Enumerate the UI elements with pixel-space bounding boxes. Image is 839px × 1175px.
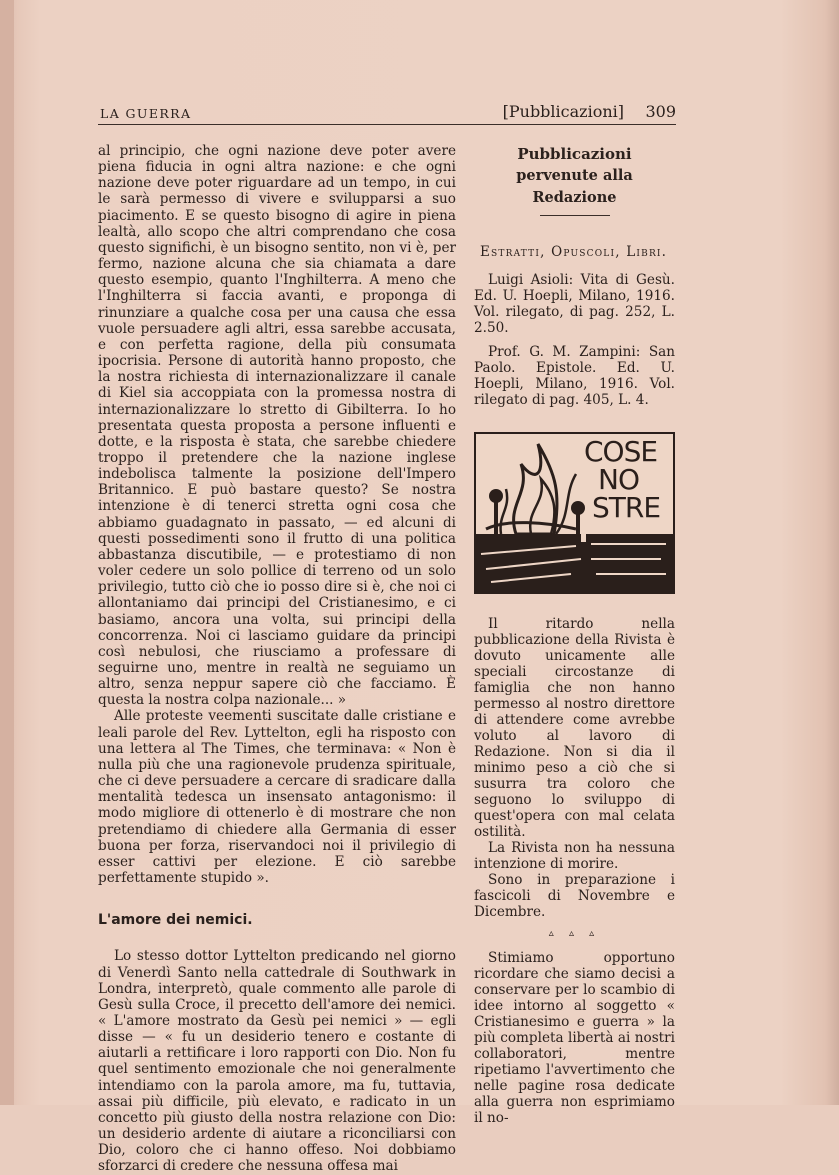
editorial-note: Sono in preparazione i fascicoli di Novembre e Dicembre. <box>474 872 675 920</box>
section-label: [Pubblicazioni] <box>502 102 624 121</box>
publications-subtitle: pervenute alla Redazione <box>516 167 633 206</box>
ornamental-separator: ▵ ▵ ▵ <box>548 928 601 939</box>
logo-text-line: COSE <box>584 435 658 468</box>
running-header <box>98 100 676 125</box>
section-heading: L'amore dei nemici. <box>98 912 253 929</box>
body-paragraph: al principio, che ogni nazione deve poter avere piena fiducia in ogni altra nazione: e che ogni nazione deve poter riguardare ad un tempo, in cui le sarà permesso di vivere e svilupparsi a suo piacimento. E se questo bisogno di agire in piena lealtà, allo scopo che altri comprendano che cosa questo significhi, è un bisogno sentito, non vi è, per fermo, nazione alcuna che sia chiamata a dare questo esempio, quanto l'Inghilterra. A meno che l'Inghilterra si faccia avanti, e proponga di rinunziare a qualche cosa per una causa che essa vuole persuadere agli altri, essa sarebbe accusata, e con perfetta ragione, della più consumata ipocrisia. Persone di autorità hanno proposto, che la nostra richiesta di internazionalizzare il canale di Kiel sia accoppiata con la promessa nostra di internazionalizzare lo stretto di Gibilterra. Io ho presentata questa proposta a persone influenti e dotte, e la risposta è stata, che sarebbe chiedere troppo il pretendere che la nazione inglese indebolisca talmente la posizione dell'Impero Britannico. E può bastare questo? Se nostra intenzione è di tenerci stretta ogni cosa che abbiamo guadagnato in passato, — ed alcuni di questi possedimenti sono il frutto di una politica abbastanza discutibile, — e protestiamo di non voler cedere un solo pollice di terreno od un solo privilegio, tutto ciò che io posso dire si è, che noi ci allontaniamo dai principi del Cristianesimo, e ci basiamo, ancora una volta, sui principi della concorrenza. Noi ci lasciamo guidare da principi così nebulosi, che riusciamo a professare di seguirne uno, mentre in realtà ne seguiamo un altro, senza neppur sapere ciò che facciamo. È questa la nostra colpa nazionale... » <box>98 143 456 709</box>
publication-entry: Prof. G. M. Zampini: San Paolo. Epistole. Ed. U. Hoepli, Milano, 1916. Vol. rilegato di pag. 405, L. 4. <box>474 344 675 408</box>
cose-nostre-woodcut-logo <box>474 432 675 594</box>
body-paragraph: Alle proteste veementi suscitate dalle cristiane e leali parole del Rev. Lyttelton, egli ha risposto con una lettera al The Times, che terminava: « Non è nulla più che una ragionevole prudenza spirituale, che ci deve persuadere a cercare di sradicare dalla mentalità tedesca un insensato antagonismo: il modo migliore di ottenerlo è di mostrare che non pretendiamo di chiedere alla Germania di esser buona per forza, riservandoci noi il privilegio di esser cattivi per elezione. E ciò sarebbe perfettamente stupido ». <box>98 708 456 887</box>
closing-note: Stimiamo opportuno ricordare che siamo decisi a conservare per lo scambio di idee intorno al soggetto « Cristianesimo e guerra » la più completa libertà ai nostri collaboratori, mentre ripetiamo l'avvertimento che nelle pagine rosa dedicate alla guerra non esprimiamo il no- <box>474 950 675 1126</box>
running-title: LA GUERRA <box>100 106 192 121</box>
publication-entry: Luigi Asioli: Vita di Gesù. Ed. U. Hoepli, Milano, 1916. Vol. rilegato, di pag. 252, L. 2.50. <box>474 272 675 336</box>
page-number: 309 <box>645 102 676 121</box>
left-column <box>98 143 456 1175</box>
logo-text-line: NO <box>598 463 639 496</box>
editorial-note: Il ritardo nella pubblicazione della Rivista è dovuto unicamente alle speciali circostanze di famiglia che non hanno permesso al nostro direttore di attendere come avrebbe voluto al lavoro di Redazione. Non si dia il minimo peso a ciò che si susurra tra coloro che seguono lo sviluppo di quest'opera con mal celata ostilità. <box>474 616 675 840</box>
publications-title: Pubblicazioni <box>517 145 632 163</box>
editorial-note: La Rivista non ha nessuna intenzione di morire. <box>474 840 675 872</box>
title-rule <box>540 215 610 216</box>
page-spine <box>0 0 14 1105</box>
body-paragraph: Lo stesso dottor Lyttelton predicando nel giorno di Venerdì Santo nella cattedrale di Southwark in Londra, interpretò, quale commento alle parole di Gesù sulla Croce, il precetto dell'amore dei nemici. « L'amore mostrato da Gesù pei nemici » — egli disse — « fu un desiderio tenero e costante di aiutarli a rettificare i loro rapporti con Dio. Non fu quel sentimento emozionale che noi generalmente intendiamo con la parola amore, ma fu, tuttavia, assai più difficile, più elevato, e radicato in un concetto più giusto della nostra relazione con Dio: un desiderio ardente di aiutare a riconciliarsi con Dio, coloro che ci hanno offeso. Noi dobbiamo sforzarci di credere che nessuna offesa mai <box>98 948 456 1175</box>
right-column <box>474 143 675 1126</box>
category-label: Estratti, Opuscoli, Libri. <box>480 244 668 260</box>
logo-text-line: STRE <box>592 491 661 524</box>
